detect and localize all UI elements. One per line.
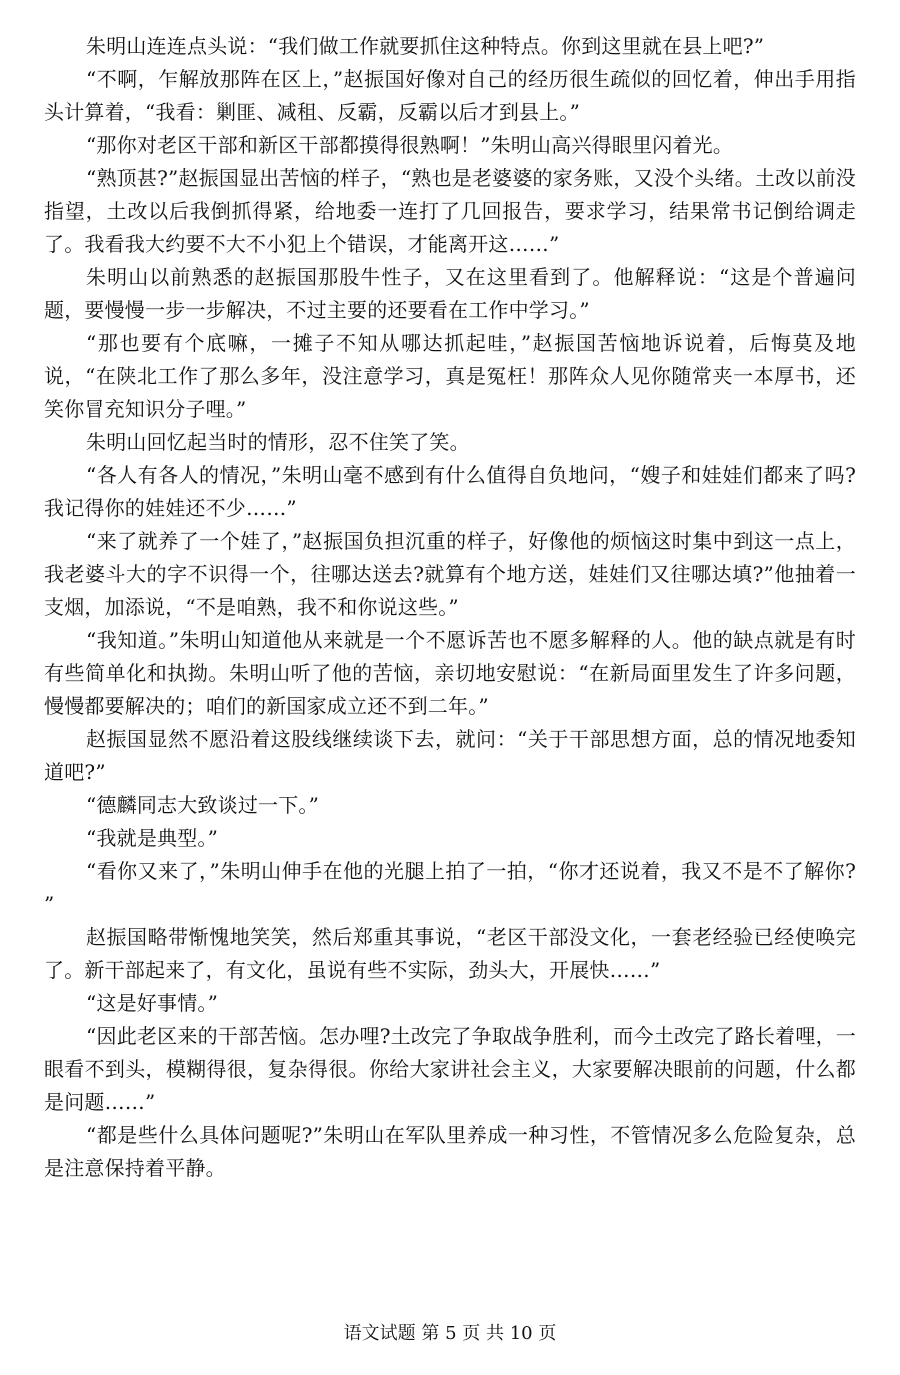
paragraph: “这是好事情。” xyxy=(86,991,219,1015)
passage-body xyxy=(44,30,856,1185)
paragraph: 朱明山以前熟悉的赵振国那股牛性子，又在这里看到了。他解释说：“这是个普遍问题，要慢慢一步一步解决，不过主要的还要看在工作中学习。” xyxy=(44,265,856,322)
paragraph: 朱明山回忆起当时的情形，忍不住笑了笑。 xyxy=(86,430,470,454)
paragraph: “来了就养了一个娃了，”赵振国负担沉重的样子，好像他的烦恼这时集中到这一点上，我老婆斗大的字不识得一个，往哪达送去?就算有个地方送，娃娃们又往哪达填?”他抽着一支烟，加添说，“不是咱熟，我不和你说这些。” xyxy=(44,529,856,619)
paragraph: “我知道。”朱明山知道他从来就是一个不愿诉苦也不愿多解释的人。他的缺点就是有时有些简单化和执拗。朱明山听了他的苦恼，亲切地安慰说：“在新局面里发生了许多问题，慢慢都要解决的；咱们的新国家成立还不到二年。” xyxy=(44,628,856,718)
paragraph: 赵振国显然不愿沿着这股线继续谈下去，就问：“关于干部思想方面，总的情况地委知道吧?” xyxy=(44,727,856,784)
page-footer: 语文试题 第 5 页 共 10 页 xyxy=(343,1323,557,1344)
paragraph: 朱明山连连点头说：“我们做工作就要抓住这种特点。你到这里就在县上吧?” xyxy=(86,34,765,58)
paragraph: “那也要有个底嘛，一摊子不知从哪达抓起哇，”赵振国苦恼地诉说着，后悔莫及地说，“在陕北工作了那么多年，没注意学习，真是冤枉！那阵众人见你随常夹一本厚书，还笑你冒充知识分子哩。” xyxy=(44,331,856,421)
paragraph: “熟顶甚?”赵振国显出苦恼的样子，“熟也是老婆婆的家务账，又没个头绪。土改以前没指望，土改以后我倒抓得紧，给地委一连打了几回报告，要求学习，结果常书记倒给调走了。我看我大约要不大不小犯上个错误，才能离开这……” xyxy=(44,166,856,256)
paragraph: “那你对老区干部和新区干部都摸得很熟啊！”朱明山高兴得眼里闪着光。 xyxy=(86,133,734,157)
paragraph: 赵振国略带惭愧地笑笑，然后郑重其事说，“老区干部没文化，一套老经验已经使唤完了。新干部起来了，有文化，虽说有些不实际，劲头大，开展快……” xyxy=(44,925,856,982)
paragraph: “我就是典型。” xyxy=(86,826,219,850)
paragraph: “因此老区来的干部苦恼。怎办哩?土改完了争取战争胜利，而今土改完了路长着哩，一眼看不到头，模糊得很，复杂得很。你给大家讲社会主义，大家要解决眼前的问题，什么都是问题……” xyxy=(44,1024,856,1114)
paragraph: “都是些什么具体问题呢?”朱明山在军队里养成一种习性，不管情况多么危险复杂，总是注意保持着平静。 xyxy=(44,1123,856,1180)
paragraph: “不啊，乍解放那阵在区上，”赵振国好像对自己的经历很生疏似的回忆着，伸出手用指头计算着，“我看：剿匪、减租、反霸，反霸以后才到县上。” xyxy=(44,67,856,124)
paragraph: “各人有各人的情况，”朱明山毫不感到有什么值得自负地问，“嫂子和娃娃们都来了吗?我记得你的娃娃还不少……” xyxy=(44,463,856,520)
paragraph: “看你又来了，”朱明山伸手在他的光腿上拍了一拍，“你才还说着，我又不是不了解你? ” xyxy=(44,859,856,916)
paragraph: “德麟同志大致谈过一下。” xyxy=(86,793,320,817)
